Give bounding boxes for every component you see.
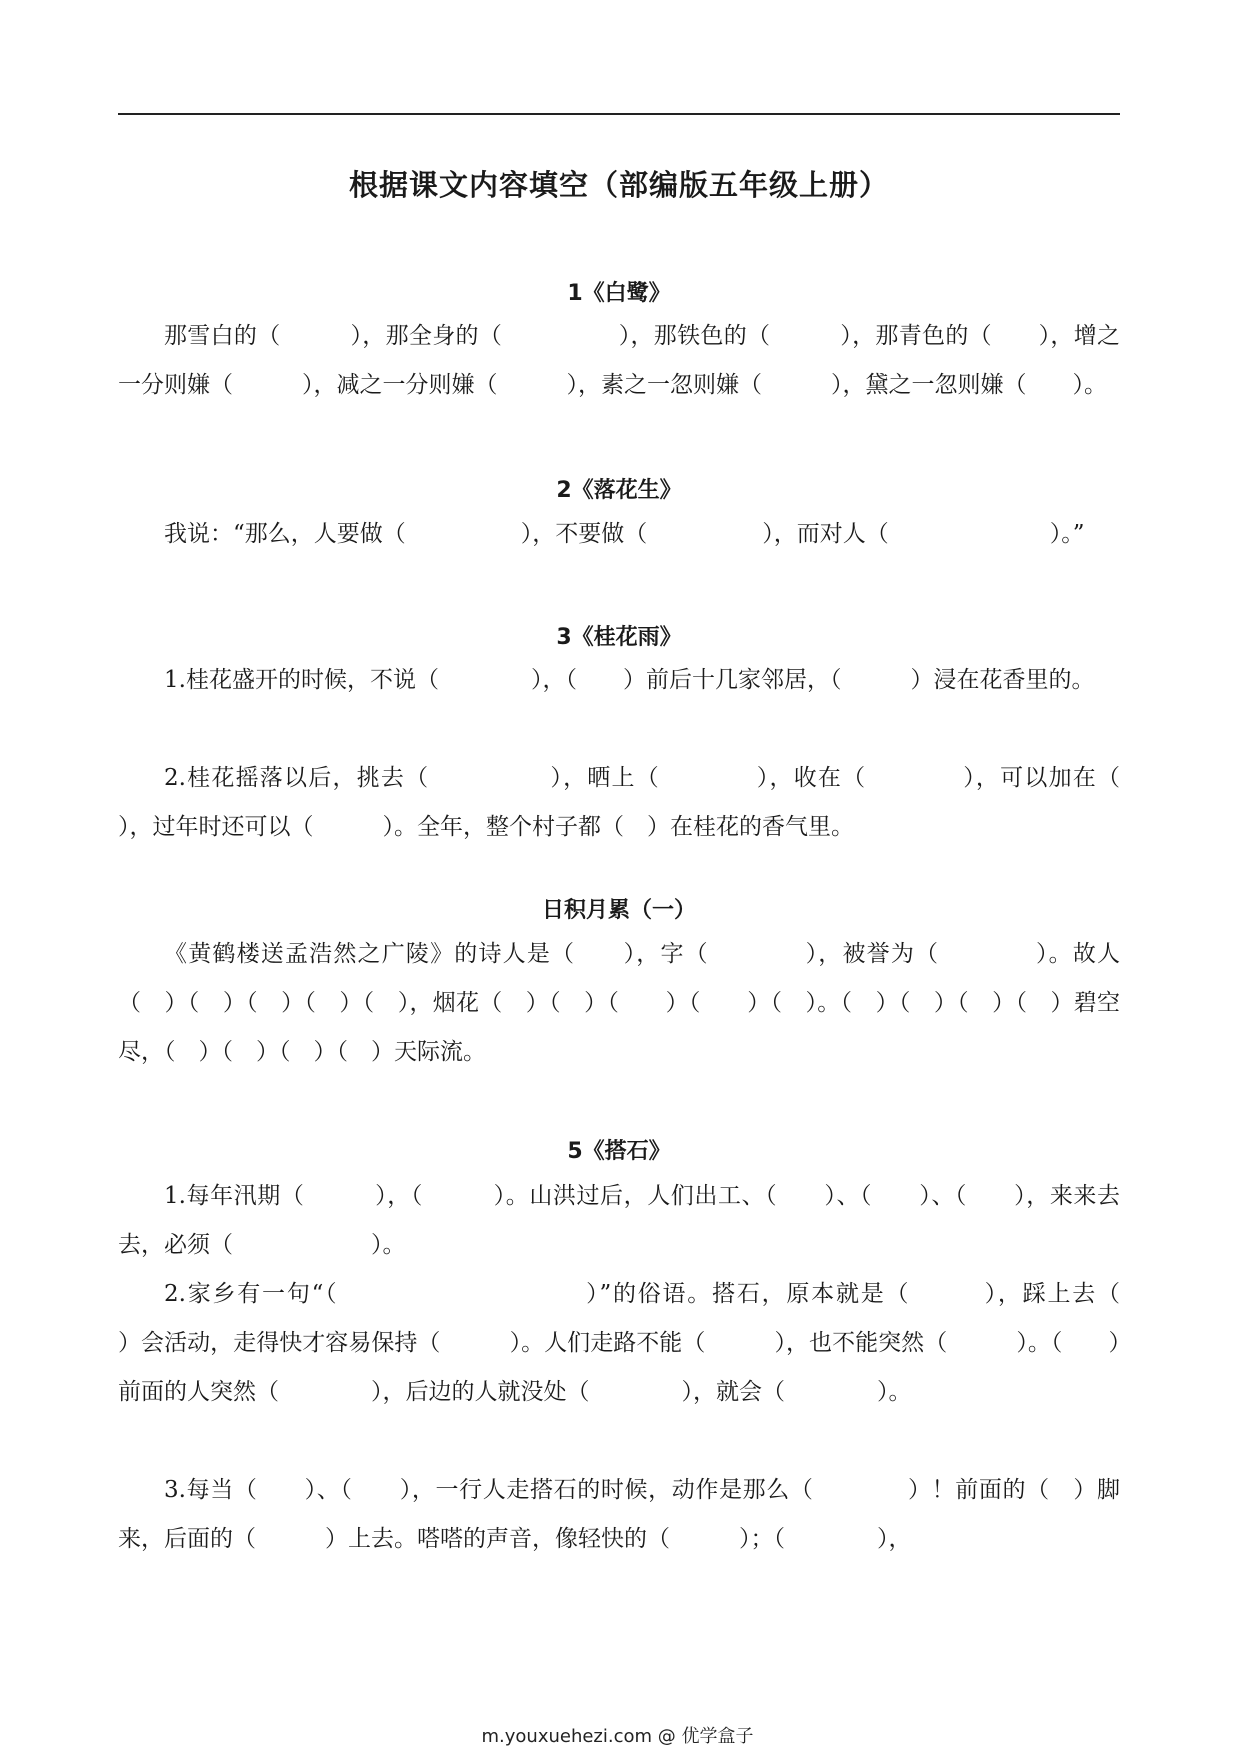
paragraph-dashi-3: 3.每当（ ）、（ ），一行人走搭石的时候，动作是那么（ ）！前面的（ ）脚来，后面的（ ）上去。嗒嗒的声音，像轻快的（ ）；（ ）， — [118, 1477, 1120, 1552]
section-heading-luohuasheng: 2《落花生》 — [556, 478, 682, 503]
paragraph-dashi-2: 2.家乡有一句“（ ）”的俗语。搭石，原本就是（ ），踩上去（ ）会活动，走得快才容易保持（ ）。人们走路不能（ ），也不能突然（ ）。（ ）前面的人突然（ ），后边的人就没处（ ），就会（ ）。 — [118, 1281, 1189, 1405]
paragraph-rijiyuelei: 《黄鹤楼送孟浩然之广陵》的诗人是（ ），字（ ），被誉为（ ）。故人（ ）（ ）（ ）（ ）（ ），烟花（ ）（ ）（ ）（ ）（ ）。（ ）（ ）（ ）（ ）碧空尽，（ ）（ ）（ ）（ ）天际流。 — [118, 941, 1120, 1065]
section-heading-rijiyuelei: 日积月累（一） — [541, 898, 696, 923]
footer-watermark: m.youxuehezi.com @ 优学盒子 — [481, 1726, 754, 1747]
section-heading-guihuayu: 3《桂花雨》 — [556, 625, 682, 650]
section-heading-bailu: 1《白鹭》 — [567, 281, 671, 306]
paragraph-bailu: 那雪白的（ ），那全身的（ ），那铁色的（ ），那青色的（ ），增之一分则嫌（ ），减之一分则嫌（ ），素之一忽则嫌（ ），黛之一忽则嫌（ ）。 — [118, 323, 1120, 398]
paragraph-luohuasheng: 我说：“那么，人要做（ ），不要做（ ），而对人（ ）。” — [164, 521, 1085, 547]
paragraph-guihuayu-2: 2.桂花摇落以后，挑去（ ），晒上（ ），收在（ ），可以加在（ ），过年时还可以（ ）。全年，整个村子都（ ）在桂花的香气里。 — [118, 765, 1212, 840]
top-divider — [118, 113, 1120, 115]
section-heading-dashi: 5《搭石》 — [567, 1139, 671, 1164]
paragraph-guihuayu-1: 1.桂花盛开的时候，不说（ ），（ ）前后十几家邻居，（ ）浸在花香里的。 — [164, 667, 1095, 693]
paragraph-dashi-1: 1.每年汛期（ ），（ ）。山洪过后，人们出工、（ ）、（ ）、（ ），来来去去，必须（ ）。 — [118, 1183, 1120, 1258]
page-title: 根据课文内容填空（部编版五年级上册） — [348, 168, 889, 202]
